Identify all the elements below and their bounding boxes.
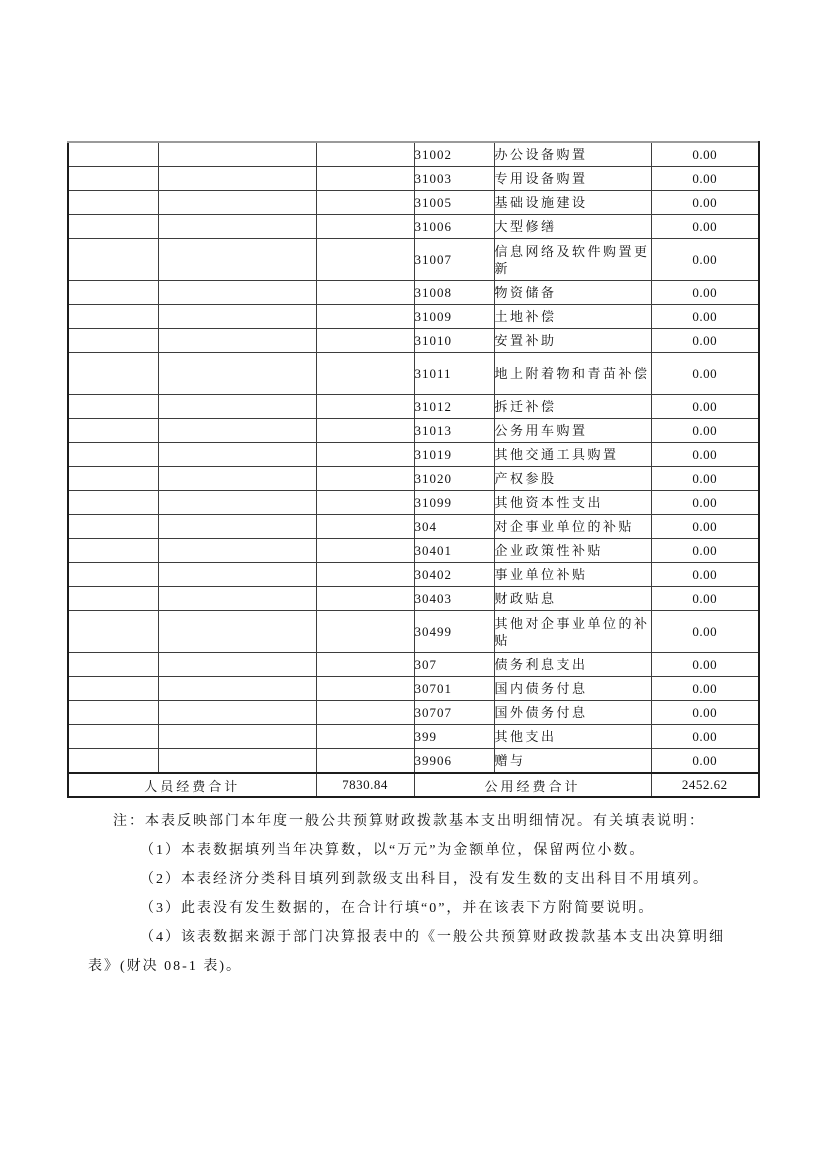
- value-cell: 0.00: [651, 701, 759, 725]
- code-cell: 31011: [414, 353, 494, 395]
- table-row: [68, 215, 759, 239]
- left-code-cell: [68, 539, 158, 563]
- left-value-cell: [316, 395, 414, 419]
- left-desc-cell: [158, 563, 316, 587]
- left-value-cell: [316, 305, 414, 329]
- code-cell: 31005: [414, 191, 494, 215]
- value-cell: 0.00: [651, 515, 759, 539]
- value-cell: 0.00: [651, 725, 759, 749]
- left-value-cell: [316, 749, 414, 774]
- note-intro: 注：本表反映部门本年度一般公共预算财政拨款基本支出明细情况。有关填表说明：: [113, 814, 705, 829]
- table-row: [68, 515, 759, 539]
- code-cell: 30499: [414, 611, 494, 653]
- code-cell: 399: [414, 725, 494, 749]
- left-value-cell: [316, 167, 414, 191]
- table-row: [68, 329, 759, 353]
- personnel-funds-total-value: 7830.84: [316, 773, 414, 797]
- table-row: [68, 701, 759, 725]
- left-desc-cell: [158, 587, 316, 611]
- code-cell: 31009: [414, 305, 494, 329]
- value-cell: 0.00: [651, 539, 759, 563]
- table-row: [68, 611, 759, 653]
- public-funds-total-value: 2452.62: [651, 773, 759, 797]
- table-row: [68, 539, 759, 563]
- table-row: [68, 677, 759, 701]
- left-code-cell: [68, 443, 158, 467]
- desc-cell: 产权参股: [494, 467, 651, 491]
- table-row: [68, 281, 759, 305]
- left-code-cell: [68, 467, 158, 491]
- code-cell: 30402: [414, 563, 494, 587]
- left-code-cell: [68, 215, 158, 239]
- left-value-cell: [316, 587, 414, 611]
- code-cell: 30707: [414, 701, 494, 725]
- value-cell: 0.00: [651, 239, 759, 281]
- desc-cell: 财政贴息: [494, 587, 651, 611]
- desc-cell: 安置补助: [494, 329, 651, 353]
- value-cell: 0.00: [651, 443, 759, 467]
- value-cell: 0.00: [651, 353, 759, 395]
- left-desc-cell: [158, 395, 316, 419]
- left-value-cell: [316, 353, 414, 395]
- left-value-cell: [316, 563, 414, 587]
- left-value-cell: [316, 701, 414, 725]
- left-code-cell: [68, 419, 158, 443]
- table-row: [68, 491, 759, 515]
- table-row: [68, 419, 759, 443]
- value-cell: 0.00: [651, 191, 759, 215]
- left-desc-cell: [158, 611, 316, 653]
- left-desc-cell: [158, 701, 316, 725]
- value-cell: 0.00: [651, 167, 759, 191]
- left-desc-cell: [158, 353, 316, 395]
- left-code-cell: [68, 701, 158, 725]
- left-code-cell: [68, 653, 158, 677]
- code-cell: 31007: [414, 239, 494, 281]
- desc-cell: 其他交通工具购置: [494, 443, 651, 467]
- left-code-cell: [68, 353, 158, 395]
- table-row: [68, 467, 759, 491]
- left-code-cell: [68, 395, 158, 419]
- left-desc-cell: [158, 653, 316, 677]
- desc-cell: 其他支出: [494, 725, 651, 749]
- note-item-4: （4）该表数据来源于部门决算报表中的《一般公共预算财政拨款基本支出决算明细表》(财决 08-1 表)。: [88, 930, 725, 974]
- desc-cell: 大型修缮: [494, 215, 651, 239]
- desc-cell: 国外债务付息: [494, 701, 651, 725]
- desc-cell: 债务利息支出: [494, 653, 651, 677]
- left-code-cell: [68, 239, 158, 281]
- table-row: [68, 395, 759, 419]
- left-value-cell: [316, 443, 414, 467]
- desc-cell: 土地补偿: [494, 305, 651, 329]
- value-cell: 0.00: [651, 419, 759, 443]
- table-row: [68, 167, 759, 191]
- left-desc-cell: [158, 749, 316, 774]
- left-code-cell: [68, 191, 158, 215]
- value-cell: 0.00: [651, 215, 759, 239]
- basic-expenditure-detail-table: [67, 141, 760, 798]
- table-row: [68, 305, 759, 329]
- desc-cell: 信息网络及软件购置更新: [494, 239, 651, 281]
- left-value-cell: [316, 191, 414, 215]
- left-code-cell: [68, 329, 158, 353]
- value-cell: 0.00: [651, 677, 759, 701]
- left-value-cell: [316, 142, 414, 167]
- code-cell: 304: [414, 515, 494, 539]
- value-cell: 0.00: [651, 587, 759, 611]
- left-desc-cell: [158, 215, 316, 239]
- code-cell: 31099: [414, 491, 494, 515]
- left-value-cell: [316, 491, 414, 515]
- code-cell: 30403: [414, 587, 494, 611]
- left-code-cell: [68, 167, 158, 191]
- table-notes: [88, 807, 748, 981]
- value-cell: 0.00: [651, 467, 759, 491]
- left-value-cell: [316, 677, 414, 701]
- left-desc-cell: [158, 191, 316, 215]
- code-cell: 307: [414, 653, 494, 677]
- left-value-cell: [316, 653, 414, 677]
- value-cell: 0.00: [651, 611, 759, 653]
- desc-cell: 公务用车购置: [494, 419, 651, 443]
- value-cell: 0.00: [651, 563, 759, 587]
- value-cell: 0.00: [651, 329, 759, 353]
- value-cell: 0.00: [651, 305, 759, 329]
- value-cell: 0.00: [651, 749, 759, 774]
- code-cell: 31002: [414, 142, 494, 167]
- code-cell: 31006: [414, 215, 494, 239]
- desc-cell: 事业单位补贴: [494, 563, 651, 587]
- code-cell: 31008: [414, 281, 494, 305]
- code-cell: 31019: [414, 443, 494, 467]
- left-code-cell: [68, 305, 158, 329]
- left-code-cell: [68, 677, 158, 701]
- left-desc-cell: [158, 305, 316, 329]
- left-desc-cell: [158, 677, 316, 701]
- code-cell: 39906: [414, 749, 494, 774]
- table-row: [68, 725, 759, 749]
- code-cell: 31013: [414, 419, 494, 443]
- left-value-cell: [316, 725, 414, 749]
- left-value-cell: [316, 419, 414, 443]
- left-code-cell: [68, 725, 158, 749]
- left-desc-cell: [158, 725, 316, 749]
- desc-cell: 专用设备购置: [494, 167, 651, 191]
- value-cell: 0.00: [651, 281, 759, 305]
- note-item-1: （1）本表数据填列当年决算数，以“万元”为金额单位，保留两位小数。: [140, 843, 646, 858]
- left-value-cell: [316, 611, 414, 653]
- value-cell: 0.00: [651, 395, 759, 419]
- left-value-cell: [316, 281, 414, 305]
- desc-cell: 基础设施建设: [494, 191, 651, 215]
- left-value-cell: [316, 329, 414, 353]
- left-desc-cell: [158, 167, 316, 191]
- left-code-cell: [68, 587, 158, 611]
- code-cell: 31012: [414, 395, 494, 419]
- desc-cell: 其他对企事业单位的补贴: [494, 611, 651, 653]
- value-cell: 0.00: [651, 491, 759, 515]
- left-code-cell: [68, 611, 158, 653]
- left-desc-cell: [158, 239, 316, 281]
- table-row: [68, 563, 759, 587]
- public-funds-total-label: 公用经费合计: [414, 773, 651, 797]
- code-cell: 31003: [414, 167, 494, 191]
- left-value-cell: [316, 239, 414, 281]
- left-value-cell: [316, 515, 414, 539]
- desc-cell: 拆迁补偿: [494, 395, 651, 419]
- code-cell: 30701: [414, 677, 494, 701]
- totals-row: [68, 773, 759, 797]
- left-code-cell: [68, 491, 158, 515]
- left-code-cell: [68, 563, 158, 587]
- table-row: [68, 191, 759, 215]
- table-row: [68, 142, 759, 167]
- left-value-cell: [316, 539, 414, 563]
- table-row: [68, 239, 759, 281]
- desc-cell: 企业政策性补贴: [494, 539, 651, 563]
- left-code-cell: [68, 515, 158, 539]
- desc-cell: 办公设备购置: [494, 142, 651, 167]
- desc-cell: 国内债务付息: [494, 677, 651, 701]
- table-row: [68, 587, 759, 611]
- note-item-2: （2）本表经济分类科目填列到款级支出科目，没有发生数的支出科目不用填列。: [140, 872, 709, 887]
- code-cell: 30401: [414, 539, 494, 563]
- left-value-cell: [316, 215, 414, 239]
- left-desc-cell: [158, 515, 316, 539]
- left-desc-cell: [158, 329, 316, 353]
- table-row: [68, 353, 759, 395]
- left-desc-cell: [158, 539, 316, 563]
- left-desc-cell: [158, 467, 316, 491]
- desc-cell: 地上附着物和青苗补偿: [494, 353, 651, 395]
- code-cell: 31020: [414, 467, 494, 491]
- desc-cell: 赠与: [494, 749, 651, 774]
- value-cell: 0.00: [651, 653, 759, 677]
- value-cell: 0.00: [651, 142, 759, 167]
- desc-cell: 对企事业单位的补贴: [494, 515, 651, 539]
- left-desc-cell: [158, 443, 316, 467]
- left-desc-cell: [158, 491, 316, 515]
- table-row: [68, 653, 759, 677]
- personnel-funds-total-label: 人员经费合计: [68, 773, 316, 797]
- left-desc-cell: [158, 419, 316, 443]
- left-desc-cell: [158, 281, 316, 305]
- left-code-cell: [68, 142, 158, 167]
- desc-cell: 物资储备: [494, 281, 651, 305]
- table-row: [68, 749, 759, 774]
- left-code-cell: [68, 749, 158, 774]
- table-body: [68, 142, 759, 773]
- note-item-3: （3）此表没有发生数据的，在合计行填“0”，并在该表下方附简要说明。: [140, 901, 655, 916]
- desc-cell: 其他资本性支出: [494, 491, 651, 515]
- left-code-cell: [68, 281, 158, 305]
- left-desc-cell: [158, 142, 316, 167]
- code-cell: 31010: [414, 329, 494, 353]
- table-row: [68, 443, 759, 467]
- left-value-cell: [316, 467, 414, 491]
